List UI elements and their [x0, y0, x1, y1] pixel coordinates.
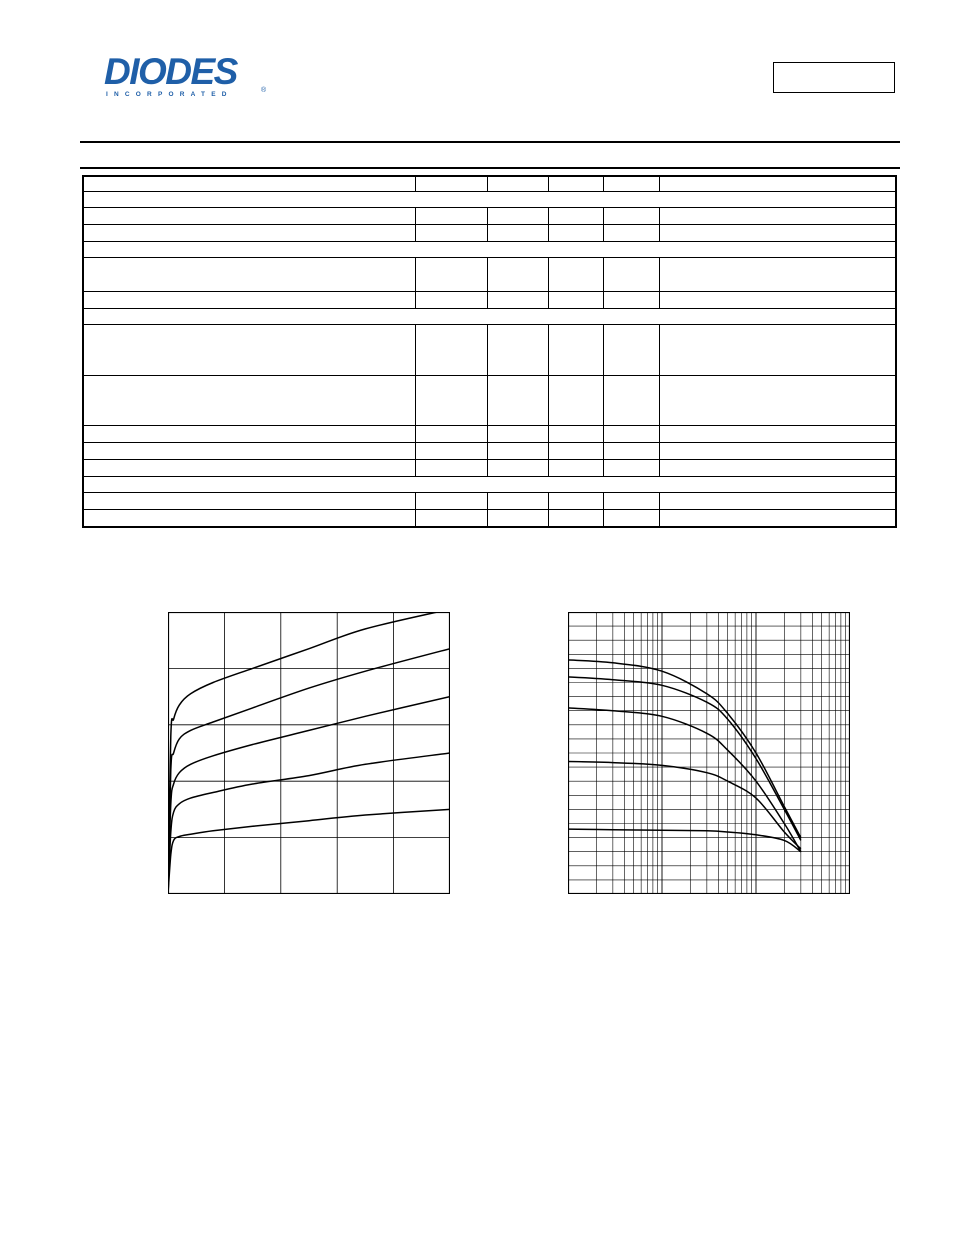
table-row: [83, 375, 896, 425]
header-cell-min: [488, 176, 548, 191]
table-cell: [488, 292, 548, 309]
table-row: [83, 257, 896, 291]
diodes-logo-icon: [104, 52, 270, 100]
table-row: [83, 510, 896, 527]
series-line-2: [568, 677, 801, 841]
table-cell: [488, 257, 548, 291]
table-cell: [488, 207, 548, 224]
table-cell: [548, 375, 604, 425]
series-line-1: [568, 660, 801, 838]
part-number-box: [773, 62, 895, 93]
table-cell: [548, 207, 604, 224]
series-line-1: [168, 612, 450, 894]
table-cell: [83, 375, 415, 425]
table-cell: [604, 292, 660, 309]
table-cell: [548, 425, 604, 442]
table-cell: [415, 425, 488, 442]
table-cell: [660, 442, 896, 459]
table-cell: [488, 460, 548, 477]
table-section-row: [83, 241, 896, 257]
table-cell: [548, 493, 604, 510]
table-row: [83, 460, 896, 477]
series-line-2: [168, 649, 450, 894]
table-cell: [83, 292, 415, 309]
table-cell: [415, 493, 488, 510]
table-cell: [660, 425, 896, 442]
table-cell: [415, 325, 488, 375]
table-cell: [548, 510, 604, 527]
company-logo: [104, 52, 270, 100]
header-cell-typ: [548, 176, 604, 191]
table-cell: [604, 442, 660, 459]
table-cell: [415, 207, 488, 224]
table-cell: [83, 442, 415, 459]
table-cell: [604, 224, 660, 241]
table-cell: [660, 510, 896, 527]
table-cell: [660, 207, 896, 224]
table-cell: [488, 224, 548, 241]
log-scale-characteristics-chart: [568, 612, 850, 894]
logo-subtitle: INCORPORATED: [106, 91, 233, 98]
table-cell: [488, 493, 548, 510]
table-cell: [604, 257, 660, 291]
table-cell: [83, 257, 415, 291]
table-cell: [660, 292, 896, 309]
table-cell: [83, 425, 415, 442]
header-rule-top: [80, 141, 900, 143]
table-cell: [488, 325, 548, 375]
table-cell: [415, 375, 488, 425]
table-cell: [660, 375, 896, 425]
series-line-4: [168, 753, 450, 894]
section-cell: [83, 191, 896, 207]
table-cell: [548, 442, 604, 459]
electrical-characteristics-table: [82, 175, 897, 528]
section-cell: [83, 241, 896, 257]
table-cell: [415, 224, 488, 241]
table-row: [83, 325, 896, 375]
table-row: [83, 207, 896, 224]
table-section-row: [83, 477, 896, 493]
series-line-5: [568, 829, 801, 852]
header-cell-symbol: [415, 176, 488, 191]
table-cell: [604, 207, 660, 224]
table-cell: [83, 224, 415, 241]
table-cell: [83, 325, 415, 375]
table-cell: [604, 510, 660, 527]
table-cell: [548, 325, 604, 375]
table-cell: [488, 425, 548, 442]
table-cell: [660, 257, 896, 291]
table-cell: [488, 510, 548, 527]
table-row: [83, 224, 896, 241]
header-cell-conditions: [660, 176, 896, 191]
table-cell: [548, 257, 604, 291]
registered-mark-icon: ®: [261, 87, 267, 94]
table-cell: [415, 460, 488, 477]
table-cell: [548, 224, 604, 241]
table-cell: [660, 493, 896, 510]
table-cell: [604, 493, 660, 510]
output-characteristics-chart: [168, 612, 450, 894]
table-cell: [83, 493, 415, 510]
section-cell: [83, 477, 896, 493]
table-cell: [604, 325, 660, 375]
table-cell: [83, 460, 415, 477]
table-cell: [83, 207, 415, 224]
table-section-row: [83, 191, 896, 207]
table-cell: [415, 257, 488, 291]
table-cell: [604, 375, 660, 425]
table-cell: [604, 425, 660, 442]
series-line-5: [168, 809, 450, 894]
table-cell: [548, 292, 604, 309]
plot-frame: [169, 613, 450, 894]
logo-word: DIODES: [104, 52, 237, 92]
section-cell: [83, 309, 896, 325]
table-cell: [415, 292, 488, 309]
table-row: [83, 292, 896, 309]
header-cell-max: [604, 176, 660, 191]
table-cell: [660, 224, 896, 241]
table-cell: [415, 510, 488, 527]
table-cell: [604, 460, 660, 477]
table-cell: [548, 460, 604, 477]
header-cell-parameter: [83, 176, 415, 191]
header-rule-bottom: [80, 167, 900, 169]
table-row: [83, 493, 896, 510]
table-cell: [415, 442, 488, 459]
table-row: [83, 442, 896, 459]
table-cell: [660, 325, 896, 375]
table-cell: [488, 375, 548, 425]
series-line-3: [168, 697, 450, 894]
table-cell: [660, 460, 896, 477]
table-row: [83, 425, 896, 442]
table-section-row: [83, 309, 896, 325]
table-cell: [83, 510, 415, 527]
table-cell: [488, 442, 548, 459]
table-header-row: [83, 176, 896, 191]
